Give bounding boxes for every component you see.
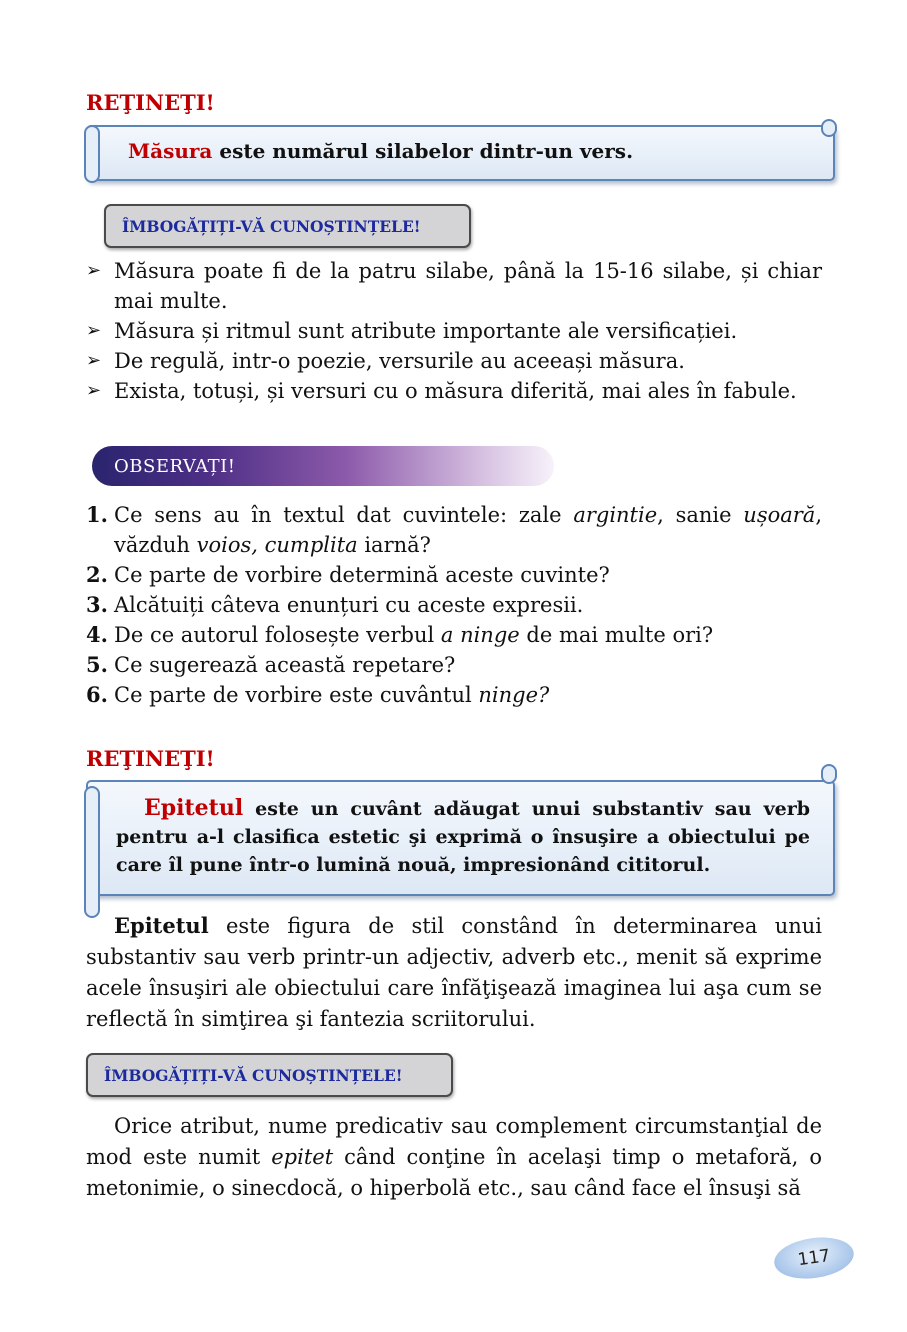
- bullet-list-masura: [86, 256, 822, 406]
- definition-epitet-rest: este un cuvânt adăugat unui substantiv sau verb pentru a-l clasifica estetic şi exprimă o însuşire a obiectului pe care îl pune într-o lumină nouă, impresionând cititorul.: [116, 798, 810, 876]
- scroll-curl-left: [84, 786, 100, 918]
- retineti-heading-2: REŢINEŢI!: [86, 746, 215, 771]
- term-masura: Măsura: [128, 139, 213, 163]
- question-number: 4.: [86, 622, 108, 647]
- paragraph-term: Epitetul: [114, 913, 209, 938]
- list-item-text: Măsura poate fi de la patru silabe, până la 15-16 silabe, și chiar mai multe.: [114, 259, 822, 313]
- paragraph-enrich: Orice atribut, nume predicativ sau complement circumstanţial de mod este numit epitet când conţine în acelaşi timp o metaforă, o metonimie, o sinecdocă, o hiperbolă etc., sau când face el însuşi să: [86, 1114, 822, 1200]
- question-text: Ce parte de vorbire este cuvântul ninge?: [114, 683, 550, 707]
- retineti-heading-1: REŢINEŢI!: [86, 90, 215, 115]
- definition-text-masura: [128, 139, 633, 163]
- list-item: [86, 376, 822, 406]
- question-item-5: [86, 650, 822, 680]
- question-item-1: [86, 500, 822, 560]
- question-item-6: [86, 680, 822, 710]
- list-item: [86, 316, 822, 346]
- arrow-bullet-icon: ➢: [86, 320, 102, 341]
- definition-box-epitet: [86, 780, 835, 896]
- arrow-bullet-icon: ➢: [86, 350, 102, 371]
- definition-box-masura: [86, 125, 835, 181]
- paragraph-epitet: [86, 910, 822, 1035]
- list-item: [86, 346, 822, 376]
- paragraph-rest: este figura de stil constând în determinarea unui substantiv sau verb printr-un adjectiv, adverb etc., menit să exprime acele însuşiri ale obiectului care înfăţişează imaginea lui aşa cum se reflectă în simţirea şi fantezia scriitorului.: [86, 914, 822, 1031]
- definition-masura-rest: este numărul silabelor dintr-un vers.: [212, 139, 634, 163]
- question-item-4: [86, 620, 822, 650]
- page-number-badge: [772, 1233, 857, 1284]
- question-text: Ce parte de vorbire determină aceste cuvinte?: [114, 563, 610, 587]
- question-text: De ce autorul folosește verbul a ninge de mai multe ori?: [114, 623, 714, 647]
- scroll-curl-right: [821, 119, 837, 137]
- page-number: 117: [796, 1245, 832, 1271]
- question-number: 3.: [86, 592, 108, 617]
- question-item-2: [86, 560, 822, 590]
- enrich-label-box-1: [104, 204, 471, 248]
- term-epitetul: Epitetul: [144, 795, 244, 821]
- scroll-curl-right: [821, 764, 837, 784]
- question-number: 5.: [86, 652, 108, 677]
- question-number: 1.: [86, 502, 108, 527]
- question-text: Ce sugerează această repetare?: [114, 653, 456, 677]
- scroll-curl-left: [84, 125, 100, 183]
- observati-label: OBSERVAȚI!: [114, 455, 236, 477]
- question-text: Ce sens au în textul dat cuvintele: zale argintie, sanie ușoară, văzduh voios, cumplita iarnă?: [114, 503, 823, 557]
- questions-list: [86, 500, 822, 710]
- definition-text-epitet: [116, 794, 810, 879]
- arrow-bullet-icon: ➢: [86, 260, 102, 281]
- enrich-label-2: ÎMBOGĂȚIȚI-VĂ CUNOȘTINȚELE!: [104, 1065, 403, 1085]
- question-number: 2.: [86, 562, 108, 587]
- question-item-3: [86, 590, 822, 620]
- enrich-label-box-2: [86, 1053, 453, 1097]
- list-item-text: Măsura și ritmul sunt atribute importante ale versificației.: [114, 319, 738, 343]
- observati-banner: [92, 446, 554, 486]
- arrow-bullet-icon: ➢: [86, 380, 102, 401]
- question-text: Alcătuiți câteva enunțuri cu aceste expresii.: [114, 593, 584, 617]
- list-item-text: De regulă, intr-o poezie, versurile au aceeași măsura.: [114, 349, 685, 373]
- question-number: 6.: [86, 682, 108, 707]
- list-item: [86, 256, 822, 316]
- enrich-label-1: ÎMBOGĂȚIȚI-VĂ CUNOȘTINȚELE!: [122, 216, 421, 236]
- list-item-text: Exista, totuși, și versuri cu o măsura diferită, mai ales în fabule.: [114, 379, 797, 403]
